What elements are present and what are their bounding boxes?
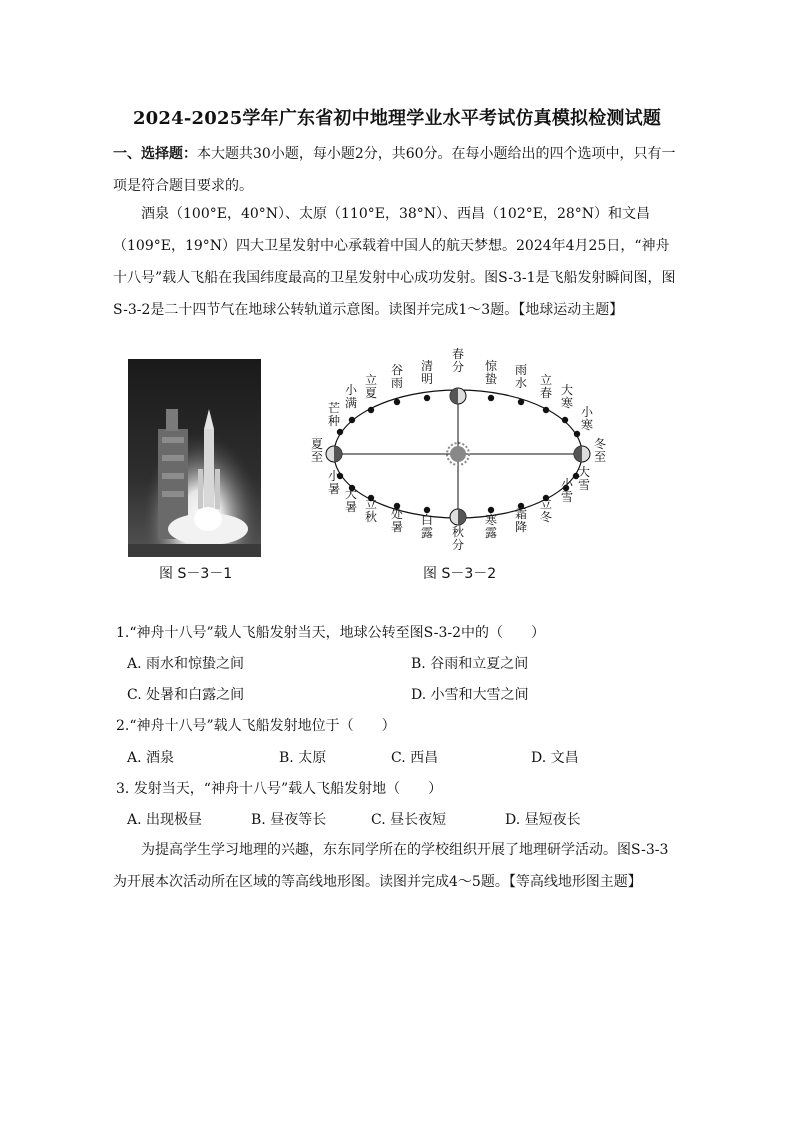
term-dot-topleft-0 <box>424 395 430 401</box>
q3-option-a[interactable]: A. 出现极昼 <box>127 812 203 828</box>
term-label-summer: 夏至 <box>310 437 324 464</box>
q1-option-d[interactable]: D. 小雪和大雪之间 <box>411 687 529 703</box>
term-label-bottomright-4: 大雪 <box>577 465 591 492</box>
rocket-launch-image <box>128 359 261 557</box>
term-dot-top-2 <box>543 407 549 413</box>
term-label-top-3: 立春 <box>539 373 553 400</box>
term-label-bottomleft-4: 白露 <box>420 513 434 540</box>
term-label-topleft-2: 立夏 <box>364 373 378 400</box>
term-dot-dahan <box>562 417 568 423</box>
term-label-topleft-4: 芒种 <box>327 401 341 428</box>
term-dot-topleft-2 <box>368 407 374 413</box>
term-label-top-1: 惊蛰 <box>484 359 498 386</box>
term-dot-topleft-3 <box>349 417 355 423</box>
term-label-xiaohan: 小寒 <box>580 405 594 432</box>
intro2-paragraph: 为提高学生学习地理的兴趣，东东同学所在的学校组织开展了地理研学活动。图S-3-3为开展本次活动所在区域的等高线地形图。读图并完成4～5题。【等高线地形图主题】 <box>113 842 669 890</box>
q1-option-c[interactable]: C. 处暑和白露之间 <box>127 687 245 703</box>
earth-icon-spring <box>450 388 466 404</box>
figure2-caption: 图 S－3－2 <box>423 566 497 582</box>
term-dot-topleft-4 <box>337 429 343 435</box>
term-label-topleft-1: 谷雨 <box>390 363 404 390</box>
q2-option-a[interactable]: A. 酒泉 <box>127 750 175 766</box>
term-label-topleft-0: 清明 <box>420 359 434 386</box>
q1-option-b[interactable]: B. 谷雨和立夏之间 <box>411 656 529 672</box>
question-3-stem: 3. 发射当天，“神舟十八号”载人飞船发射地（ ） <box>116 781 443 797</box>
q3-option-b[interactable]: B. 昼夜等长 <box>251 812 327 828</box>
term-label-winter: 冬至 <box>593 437 607 464</box>
term-label-bottomleft-2: 立秋 <box>364 497 378 524</box>
term-dot-xiaohan <box>574 431 580 437</box>
term-label-bottomright-0: 寒露 <box>484 513 498 540</box>
q2-option-c[interactable]: C. 西昌 <box>391 750 439 766</box>
q2-option-b[interactable]: B. 太原 <box>279 750 327 766</box>
term-dot-top-0 <box>488 395 494 401</box>
term-label-bottomright-3: 小雪 <box>560 477 574 504</box>
question-1-stem: 1.“神舟十八号”载人飞船发射当天，地球公转至图S-3-2中的（ ） <box>116 625 546 641</box>
term-label-bottomright-1: 霜降 <box>514 507 528 534</box>
term-dot-topleft-1 <box>394 399 400 405</box>
term-label-top-0: 春分 <box>451 348 465 374</box>
term-label-top-2: 雨水 <box>514 363 528 390</box>
term-label-bottomleft-1: 大暑 <box>344 487 358 514</box>
term-label-topleft-3: 小满 <box>344 383 358 410</box>
figure1-caption: 图 S－3－1 <box>159 566 233 582</box>
section-instructions <box>113 138 681 202</box>
term-label-autumn: 秋分 <box>451 525 465 552</box>
term-label-top-4: 大寒 <box>560 383 574 410</box>
page-title: 2024-2025学年广东省初中地理学业水平考试仿真模拟检测试题 <box>132 108 662 129</box>
term-label-bottomleft-3: 处暑 <box>390 507 404 534</box>
section-heading: 一、选择题： <box>113 146 197 162</box>
q3-option-c[interactable]: C. 昼长夜短 <box>371 812 447 828</box>
q2-option-d[interactable]: D. 文昌 <box>531 750 579 766</box>
sun-icon <box>447 443 469 465</box>
term-dot-top-1 <box>518 399 524 405</box>
intro-paragraph: 酒泉（100°E，40°N）、太原（110°E，38°N）、西昌（102°E，28°N）和文昌（109°E，19°N）四大卫星发射中心承载着中国人的航天梦想。2024年4月25日，“神舟十八号”载人飞船在我国纬度最高的卫星发射中心成功发射。图S-3-1是飞船发射瞬间图，图S-3-2是二十四节气在地球公转轨道示意图。读图并完成1～3题。【地球运动主题】 <box>113 206 676 318</box>
solar-terms-orbit-diagram <box>300 348 620 563</box>
earth-icon-winter <box>574 446 590 462</box>
section-text: 本大题共30小题，每小题2分，共60分。在每小题给出的四个选项中，只有一项是符合题目要求的。 <box>113 146 676 194</box>
orbit-svg <box>300 348 620 563</box>
earth-icon-autumn <box>450 509 466 525</box>
term-label-bottomright-2: 立冬 <box>539 497 553 524</box>
rocket-launch-photo <box>128 359 261 557</box>
q1-option-a[interactable]: A. 雨水和惊蛰之间 <box>127 656 245 672</box>
question-2-stem: 2.“神舟十八号”载人飞船发射地位于（ ） <box>116 718 396 734</box>
term-label-bottomleft-0: 小暑 <box>327 469 341 496</box>
earth-icon-summer <box>326 446 342 462</box>
q3-option-d[interactable]: D. 昼短夜长 <box>505 812 581 828</box>
